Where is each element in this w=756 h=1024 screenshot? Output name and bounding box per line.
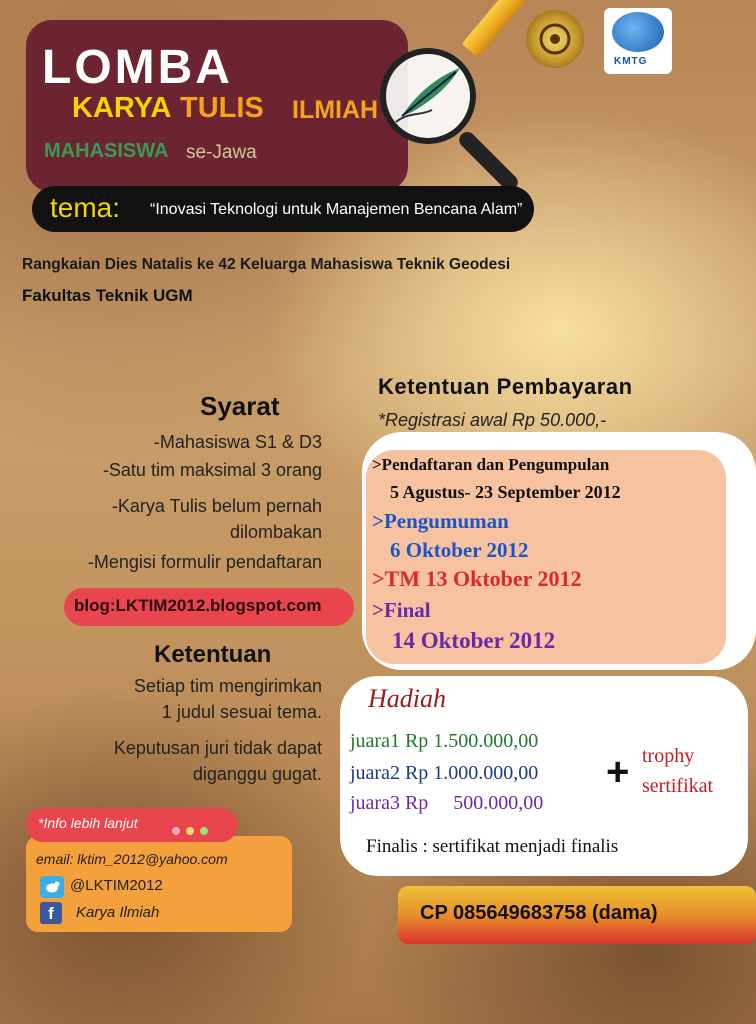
final-date: 14 Oktober 2012 xyxy=(392,628,556,653)
ketentuan-heading: Ketentuan xyxy=(154,641,272,668)
pengumuman-date: 6 Oktober 2012 xyxy=(390,538,529,562)
title-tulis: TULIS xyxy=(180,92,264,124)
tm-date: >TM 13 Oktober 2012 xyxy=(372,566,582,591)
title-lomba: LOMBA xyxy=(42,41,233,94)
email-contact[interactable]: email: lktim_2012@yahoo.com xyxy=(36,851,228,867)
subtitle-fakultas: Fakultas Teknik UGM xyxy=(22,286,193,305)
tema-text: “Inovasi Teknologi untuk Manajemen Bencana Alam” xyxy=(150,201,523,218)
prize-juara-2: juara2 Rp 1.000.000,00 xyxy=(350,762,539,784)
ketentuan-line: 1 judul sesuai tema. xyxy=(161,702,322,722)
bonus-sertifikat: sertifikat xyxy=(642,775,714,797)
hadiah-heading: Hadiah xyxy=(368,684,446,713)
ketentuan-line: Setiap tim mengirimkan xyxy=(133,676,322,696)
globe-icon xyxy=(612,12,664,52)
finalis-note: Finalis : sertifikat menjadi finalis xyxy=(366,836,619,857)
twitter-icon xyxy=(40,876,64,898)
registrasi-fee: *Registrasi awal Rp 50.000,- xyxy=(378,410,607,430)
final-label: >Final xyxy=(372,598,431,622)
pembayaran-heading: Ketentuan Pembayaran xyxy=(378,374,633,399)
title-mahasiswa: MAHASISWA xyxy=(44,140,169,162)
syarat-item: -Satu tim maksimal 3 orang xyxy=(102,460,322,480)
pendaftaran-label: >Pendaftaran dan Pengumpulan xyxy=(372,455,610,474)
pengumuman-label: >Pengumuman xyxy=(372,509,509,533)
magnifier-feather-icon xyxy=(380,48,476,144)
contact-person[interactable]: CP 085649683758 (dama) xyxy=(420,902,658,924)
plus-icon: + xyxy=(606,750,630,794)
facebook-icon: f xyxy=(40,902,62,924)
pendaftaran-date: 5 Agustus- 23 September 2012 xyxy=(390,482,621,502)
prize-juara-1: juara1 Rp 1.500.000,00 xyxy=(350,730,539,752)
title-ilmiah: ILMIAH xyxy=(292,96,379,124)
syarat-item: -Mengisi formulir pendaftaran xyxy=(87,552,322,572)
twitter-handle[interactable]: @LKTIM2012 xyxy=(70,877,163,894)
bonus-trophy: trophy xyxy=(642,745,695,767)
info-label: *Info lebih lanjut xyxy=(38,815,138,831)
ketentuan-line: Keputusan juri tidak dapat xyxy=(113,738,322,758)
ugm-logo-icon xyxy=(526,10,584,68)
prize-juara-3: juara3 Rp 500.000,00 xyxy=(350,792,544,814)
tema-label: tema: xyxy=(50,192,121,223)
decorative-dot xyxy=(186,827,194,835)
decorative-dot xyxy=(172,827,180,835)
decorative-dot xyxy=(200,827,208,835)
pencil-illustration xyxy=(462,0,710,58)
title-se-jawa: se-Jawa xyxy=(186,142,257,163)
magnifier-handle xyxy=(456,129,521,194)
title-karya: KARYA xyxy=(72,92,172,124)
subtitle-dies-natalis: Rangkaian Dies Natalis ke 42 Keluarga Mahasiswa Teknik Geodesi xyxy=(22,256,511,273)
ketentuan-line: diganggu gugat. xyxy=(192,764,322,784)
syarat-heading: Syarat xyxy=(200,391,280,421)
kmtg-logo-text: KMTG xyxy=(614,56,648,67)
blog-link[interactable]: blog:LKTIM2012.blogspot.com xyxy=(74,596,322,615)
syarat-item: -Mahasiswa S1 & D3 xyxy=(153,432,322,452)
syarat-item: dilombakan xyxy=(229,522,322,542)
facebook-page[interactable]: Karya Ilmiah xyxy=(76,904,160,921)
syarat-item: -Karya Tulis belum pernah xyxy=(111,496,322,516)
